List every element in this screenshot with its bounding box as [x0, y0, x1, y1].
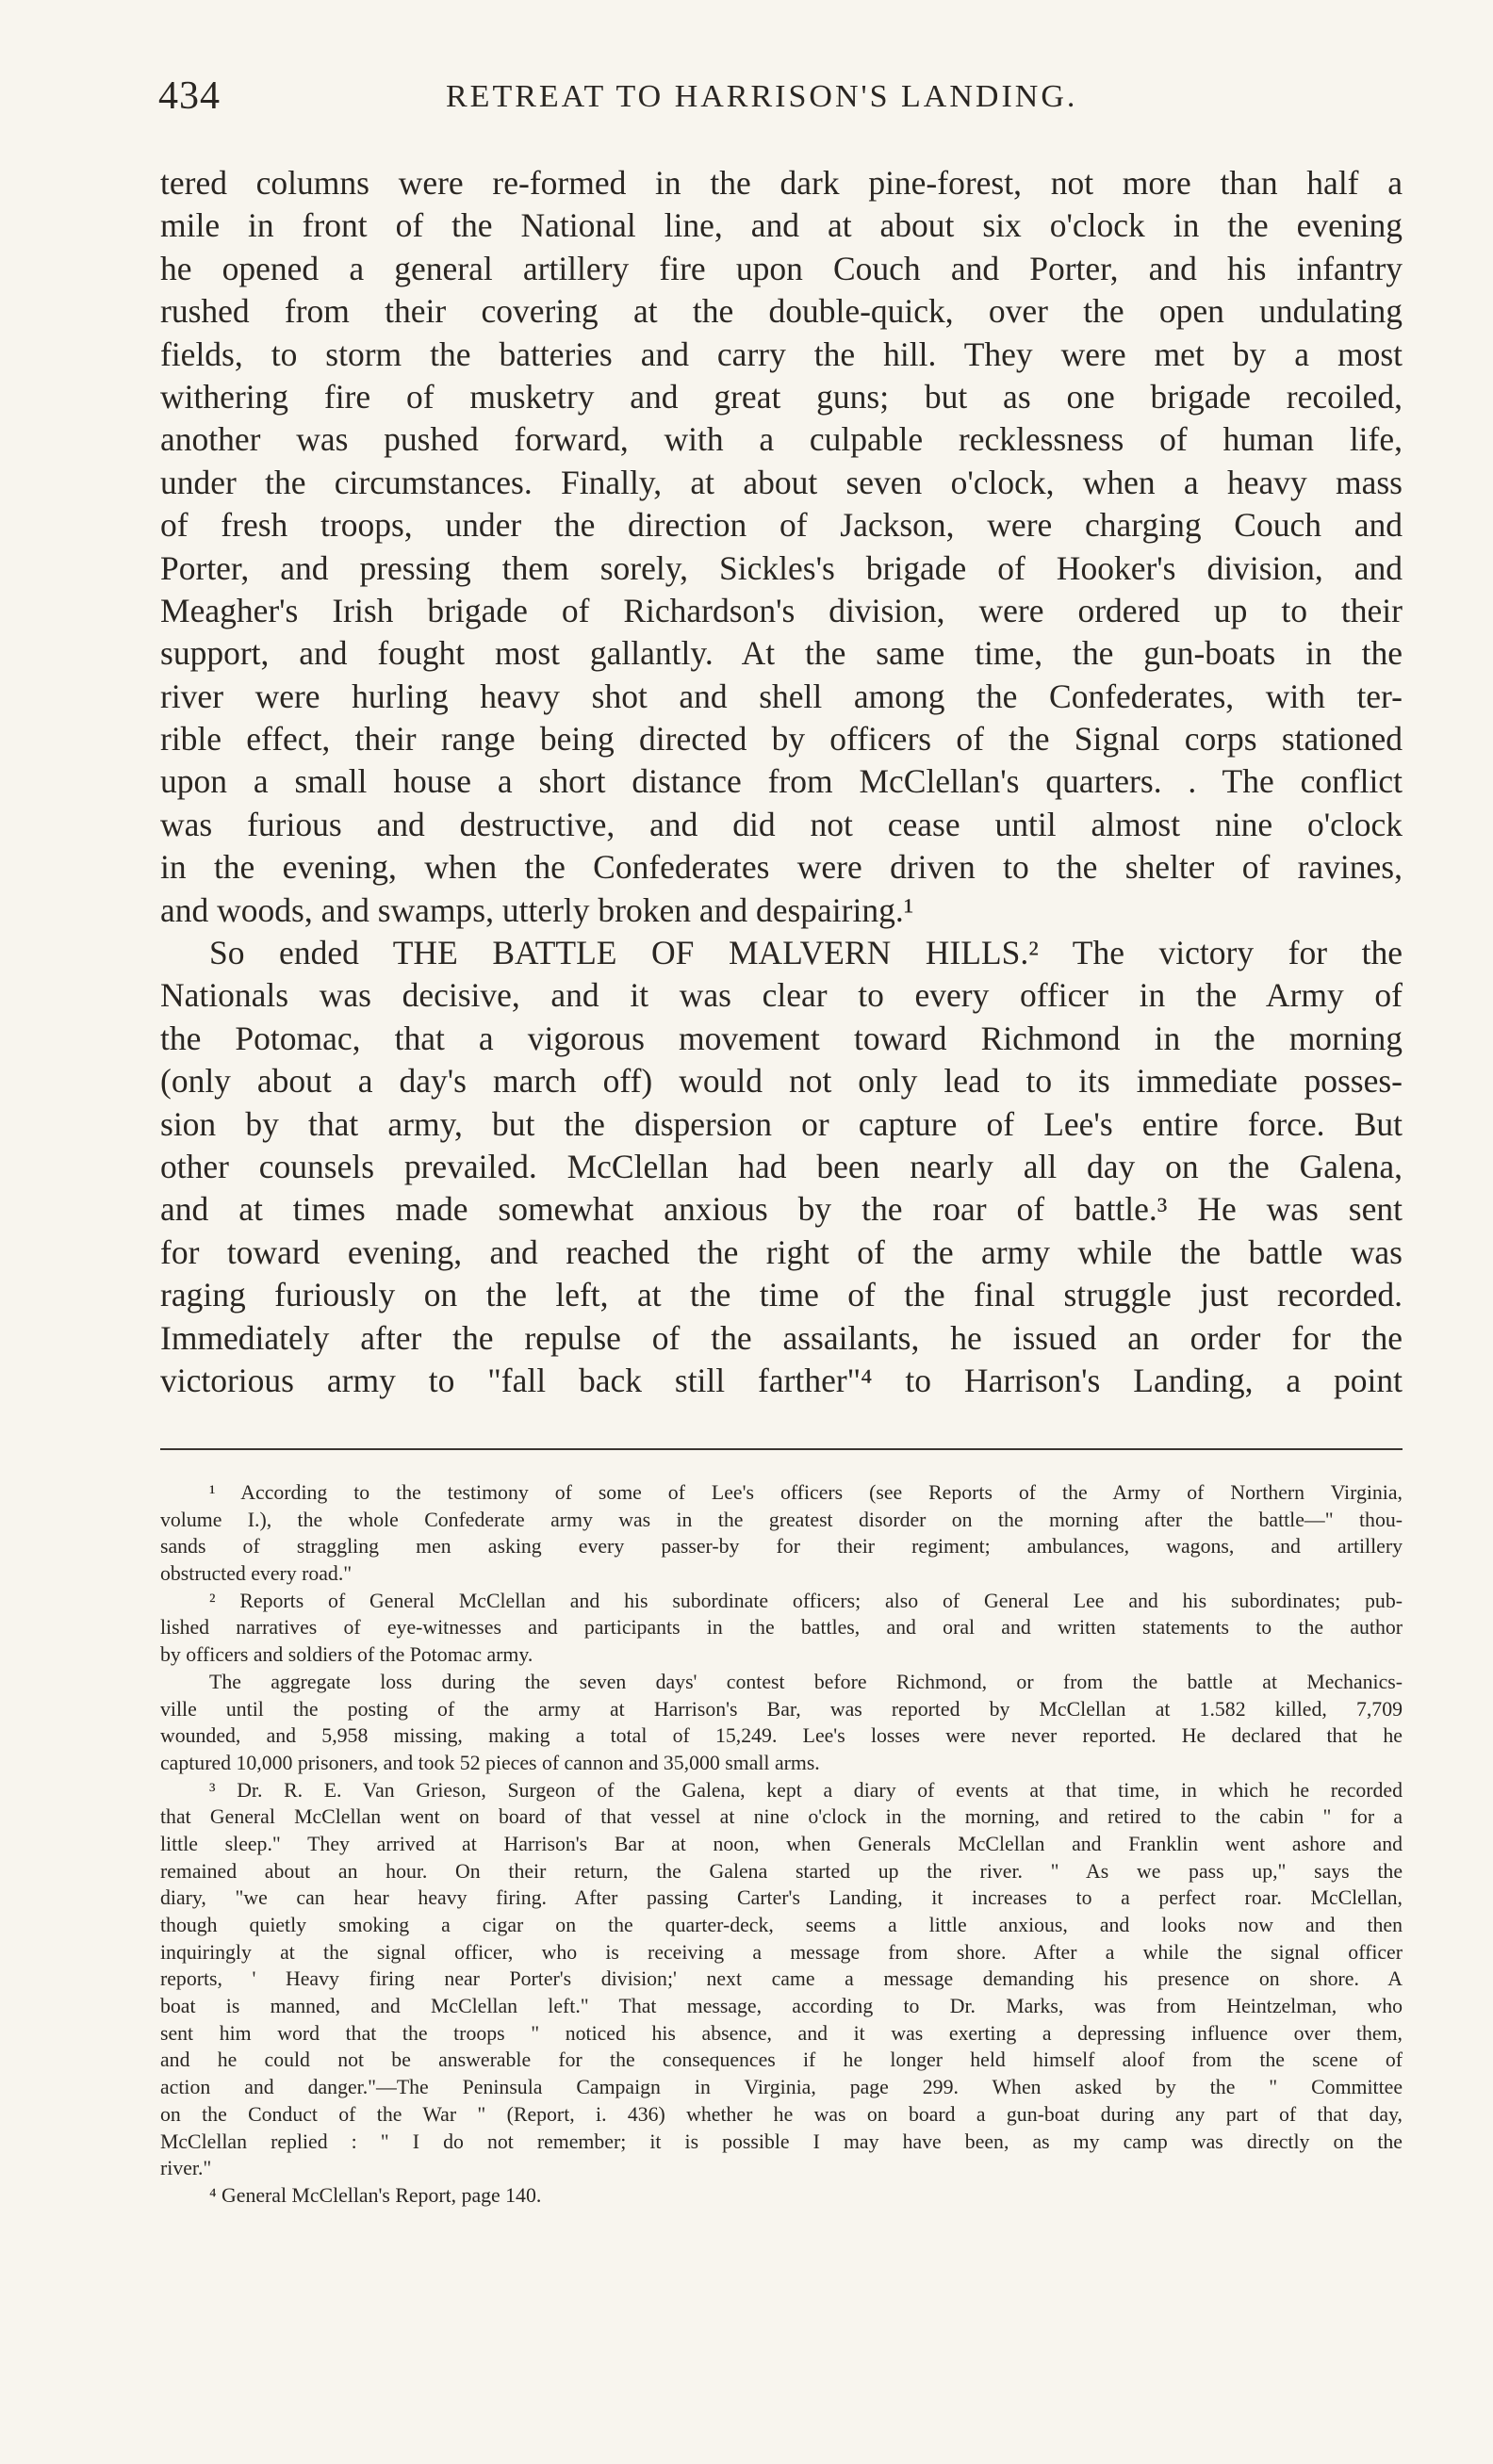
footnote-line: inquiringly at the signal officer, who is receiving a message from shore. After a while the signal officer [160, 1940, 1403, 1964]
text-line: withering fire of musketry and great guns; but as one brigade recoiled, [160, 377, 1403, 416]
text-line: Meagher's Irish brigade of Richardson's division, were ordered up to their [160, 591, 1403, 629]
text-line: fields, to storm the batteries and carry the hill. They were met by a most [160, 335, 1403, 373]
text-line: rible effect, their range being directed by officers of the Signal corps stationed [160, 720, 1403, 759]
footnote-line: by officers and soldiers of the Potomac army. [160, 1643, 533, 1667]
footnote-line: ¹ According to the testimony of some of Lee's officers (see Reports of the Army of Northern Virginia, [209, 1481, 1403, 1504]
footnote-line: reports, ' Heavy firing near Porter's division;' next came a message demanding his presence on shore. A [160, 1967, 1403, 1991]
text-line: the Potomac, that a vigorous movement toward Richmond in the morning [160, 1019, 1403, 1057]
text-line: other counsels prevailed. McClellan had been nearly all day on the Galena, [160, 1147, 1403, 1185]
footnote-line: ville until the posting of the army at Harrison's Bar, was reported by McClellan at 1.582 killed, 7,709 [160, 1697, 1403, 1721]
footnote-line: captured 10,000 prisoners, and took 52 pieces of cannon and 35,000 small arms. [160, 1751, 820, 1774]
footnote-divider [160, 1448, 1403, 1450]
footnote-line: ³ Dr. R. E. Van Grieson, Surgeon of the Galena, kept a diary of events at that time, in which he recorded [209, 1778, 1403, 1802]
footnote-line: lished narratives of eye-witnesses and participants in the battles, and oral and written statements to the author [160, 1616, 1403, 1640]
text-line: was furious and destructive, and did not cease until almost nine o'clock [160, 805, 1403, 843]
text-line: Immediately after the repulse of the assailants, he issued an order for the [160, 1318, 1403, 1357]
page-number: 434 [158, 74, 221, 118]
text-line: for toward evening, and reached the right of the army while the battle was [160, 1232, 1403, 1271]
text-line: under the circumstances. Finally, at about seven o'clock, when a heavy mass [160, 463, 1403, 501]
footnote-line: remained about an hour. On their return, the Galena started up the river. " As we pass up," says the [160, 1859, 1403, 1883]
footnote-line: action and danger."—The Peninsula Campaign in Virginia, page 299. When asked by the " Committee [160, 2076, 1403, 2099]
footnotes [160, 1479, 1403, 2210]
text-line: and at times made somewhat anxious by the roar of battle.³ He was sent [160, 1190, 1403, 1229]
footnote-line: river." [160, 2157, 212, 2180]
footnote-line: sands of straggling men asking every passer-by for their regiment; ambulances, wagons, and artillery [160, 1535, 1403, 1558]
text-line: Nationals was decisive, and it was clear to every officer in the Army of [160, 976, 1403, 1015]
footnote-line: though quietly smoking a cigar on the quarter-deck, seems a little anxious, and looks now and then [160, 1914, 1403, 1936]
text-line: mile in front of the National line, and at about six o'clock in the evening [160, 206, 1403, 245]
footnote-line: obstructed every road." [160, 1562, 353, 1586]
text-line: (only about a day's march off) would not only lead to its immediate posses- [160, 1062, 1403, 1101]
text-line: victorious army to "fall back still farther"⁴ to Harrison's Landing, a point [160, 1361, 1403, 1399]
main-text [160, 162, 1403, 1402]
text-line: raging furiously on the left, at the time of the final struggle just recorded. [160, 1276, 1403, 1314]
footnote-line: that General McClellan went on board of that vessel at nine o'clock in the morning, and retired to the cabin " for a [160, 1805, 1403, 1829]
footnote-line: boat is manned, and McClellan left." That message, according to Dr. Marks, was from Heintzelman, who [160, 1995, 1403, 2018]
text-line: river were hurling heavy shot and shell among the Confederates, with ter- [160, 677, 1403, 715]
text-line: upon a small house a short distance from McClellan's quarters. . The conflict [160, 762, 1403, 801]
text-line: rushed from their covering at the double-quick, over the open undulating [160, 292, 1403, 331]
footnote-line: on the Conduct of the War " (Report, i. 436) whether he was on board a gun-boat during any part of that day, [160, 2102, 1403, 2126]
footnote-line: ² Reports of General McClellan and his subordinate officers; also of General Lee and his subordinates; pub- [209, 1589, 1403, 1612]
text-line: another was pushed forward, with a culpable recklessness of human life, [160, 420, 1403, 459]
footnote-line: McClellan replied : " I do not remember; it is possible I may have been, as my camp was directly on the [160, 2129, 1403, 2153]
text-line: and woods, and swamps, utterly broken and despairing.¹ [160, 890, 914, 929]
footnote-line: diary, "we can hear heavy firing. After passing Carter's Landing, it increases to a perfect roar. McClellan, [160, 1886, 1403, 1910]
text-line: of fresh troops, under the direction of Jackson, were charging Couch and [160, 506, 1403, 545]
footnote-line: volume I.), the whole Confederate army was in the greatest disorder on the morning after the battle—" thou- [160, 1508, 1403, 1531]
text-line: sion by that army, but the dispersion or capture of Lee's entire force. But [160, 1104, 1403, 1143]
footnote-line: little sleep." They arrived at Harrison's Bar at noon, when Generals McClellan and Franklin went ashore and [160, 1832, 1403, 1855]
footnote-line: sent him word that the troops " noticed his absence, and it was exerting a depressing influence over them, [160, 2021, 1403, 2045]
text-line: So ended THE BATTLE OF MALVERN HILLS.² The victory for the [209, 934, 1403, 972]
footnote-line: ⁴ General McClellan's Report, page 140. [209, 2183, 542, 2207]
running-head: RETREAT TO HARRISON'S LANDING. [446, 79, 1078, 114]
page-header [158, 73, 1403, 122]
text-line: tered columns were re-formed in the dark pine-forest, not more than half a [160, 164, 1403, 202]
text-line: support, and fought most gallantly. At the same time, the gun-boats in the [160, 634, 1403, 673]
text-line: Porter, and pressing them sorely, Sickles's brigade of Hooker's division, and [160, 548, 1403, 587]
text-line: he opened a general artillery fire upon Couch and Porter, and his infantry [160, 249, 1403, 287]
footnote-line: wounded, and 5,958 missing, making a total of 15,249. Lee's losses were never reported. He declared that he [160, 1724, 1403, 1748]
footnote-line: and he could not be answerable for the consequences if he longer held himself aloof from the scene of [160, 2048, 1403, 2072]
text-line: in the evening, when the Confederates were driven to the shelter of ravines, [160, 848, 1403, 887]
footnote-line: The aggregate loss during the seven days' contest before Richmond, or from the battle at Mechanics- [209, 1670, 1403, 1693]
